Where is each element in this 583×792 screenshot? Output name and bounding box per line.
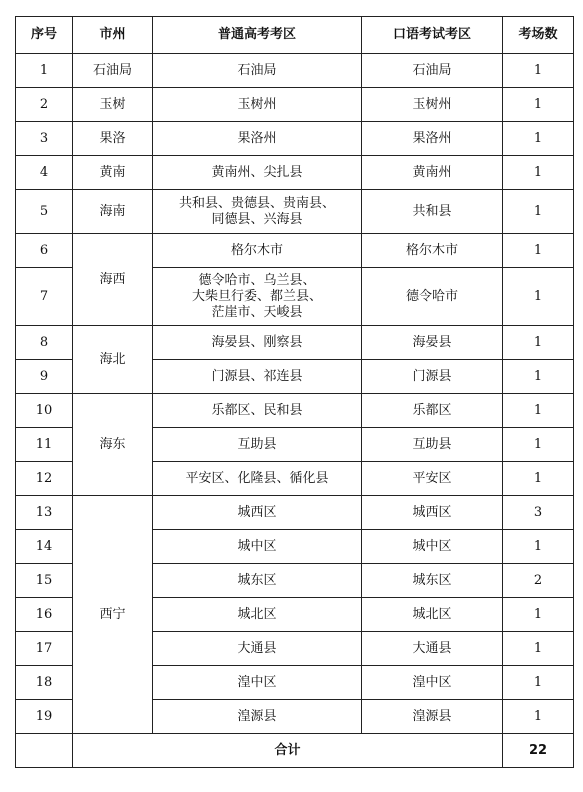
table-row [16, 156, 574, 190]
row-exam-area: 门源县、祁连县 [153, 360, 362, 394]
row-exam-area: 乐都区、民和县 [153, 394, 362, 428]
row-exam-area: 果洛州 [153, 122, 362, 156]
row-city: 石油局 [73, 54, 153, 88]
row-oral-area: 玉树州 [362, 88, 503, 122]
row-exam-area: 互助县 [153, 428, 362, 462]
row-oral-area: 海晏县 [362, 326, 503, 360]
row-oral-area: 平安区 [362, 462, 503, 496]
row-count: 3 [503, 496, 574, 530]
header-row [16, 17, 574, 54]
row-no: 14 [16, 530, 73, 564]
row-no: 9 [16, 360, 73, 394]
row-exam-area: 城北区 [153, 598, 362, 632]
total-label: 合计 [73, 734, 503, 768]
row-count: 1 [503, 326, 574, 360]
header-no: 序号 [16, 17, 73, 54]
total-blank [16, 734, 73, 768]
row-count: 1 [503, 54, 574, 88]
row-count: 1 [503, 666, 574, 700]
row-oral-area: 大通县 [362, 632, 503, 666]
row-exam-area: 城中区 [153, 530, 362, 564]
row-count: 1 [503, 360, 574, 394]
row-oral-area: 城北区 [362, 598, 503, 632]
row-exam-area: 格尔木市 [153, 234, 362, 268]
exam-site-table [15, 16, 574, 768]
row-exam-area: 城东区 [153, 564, 362, 598]
row-no: 8 [16, 326, 73, 360]
row-no: 16 [16, 598, 73, 632]
row-city: 海北 [73, 326, 153, 394]
row-exam-area: 石油局 [153, 54, 362, 88]
row-oral-area: 德令哈市 [362, 268, 503, 326]
row-oral-area: 城中区 [362, 530, 503, 564]
row-count: 1 [503, 632, 574, 666]
row-oral-area: 门源县 [362, 360, 503, 394]
header-exam-area: 普通高考考区 [153, 17, 362, 54]
row-oral-area: 石油局 [362, 54, 503, 88]
row-no: 7 [16, 268, 73, 326]
row-no: 19 [16, 700, 73, 734]
row-no: 18 [16, 666, 73, 700]
row-oral-area: 湟源县 [362, 700, 503, 734]
table-row [16, 190, 574, 234]
row-exam-area: 湟源县 [153, 700, 362, 734]
row-count: 1 [503, 428, 574, 462]
table-row [16, 234, 574, 268]
exam-area-line: 德令哈市、乌兰县、 [198, 272, 316, 288]
header-oral-area: 口语考试考区 [362, 17, 503, 54]
row-no: 15 [16, 564, 73, 598]
row-count: 2 [503, 564, 574, 598]
exam-area-line: 共和县、贵德县、贵南县、 [178, 195, 335, 211]
row-city: 果洛 [73, 122, 153, 156]
exam-area-line: 茫崖市、天峻县 [211, 304, 303, 320]
row-count: 1 [503, 156, 574, 190]
table-row [16, 122, 574, 156]
row-city: 海南 [73, 190, 153, 234]
table-row [16, 496, 574, 530]
row-exam-area: 黄南州、尖扎县 [153, 156, 362, 190]
row-oral-area: 格尔木市 [362, 234, 503, 268]
row-city: 西宁 [73, 496, 153, 734]
row-city: 黄南 [73, 156, 153, 190]
row-oral-area: 互助县 [362, 428, 503, 462]
row-oral-area: 城东区 [362, 564, 503, 598]
row-exam-area: 城西区 [153, 496, 362, 530]
row-count: 1 [503, 530, 574, 564]
row-count: 1 [503, 88, 574, 122]
row-city: 玉树 [73, 88, 153, 122]
table-row [16, 88, 574, 122]
row-oral-area: 黄南州 [362, 156, 503, 190]
row-no: 12 [16, 462, 73, 496]
row-oral-area: 城西区 [362, 496, 503, 530]
row-no: 6 [16, 234, 73, 268]
table-row [16, 394, 574, 428]
row-no: 3 [16, 122, 73, 156]
header-count: 考场数 [503, 17, 574, 54]
table-row [16, 54, 574, 88]
row-exam-area [153, 190, 362, 234]
row-count: 1 [503, 268, 574, 326]
row-exam-area [153, 268, 362, 326]
header-city: 市州 [73, 17, 153, 54]
row-no: 13 [16, 496, 73, 530]
row-oral-area: 共和县 [362, 190, 503, 234]
row-no: 10 [16, 394, 73, 428]
row-count: 1 [503, 394, 574, 428]
total-count: 22 [503, 734, 574, 768]
total-row [16, 734, 574, 768]
row-oral-area: 湟中区 [362, 666, 503, 700]
row-no: 2 [16, 88, 73, 122]
row-count: 1 [503, 598, 574, 632]
exam-area-line: 大柴旦行委、都兰县、 [191, 288, 322, 304]
row-exam-area: 平安区、化隆县、循化县 [153, 462, 362, 496]
table-row [16, 326, 574, 360]
row-count: 1 [503, 234, 574, 268]
row-exam-area: 湟中区 [153, 666, 362, 700]
row-city: 海东 [73, 394, 153, 496]
exam-area-line: 同德县、兴海县 [211, 211, 303, 227]
row-exam-area: 大通县 [153, 632, 362, 666]
row-no: 5 [16, 190, 73, 234]
row-oral-area: 乐都区 [362, 394, 503, 428]
row-count: 1 [503, 700, 574, 734]
row-no: 17 [16, 632, 73, 666]
row-no: 11 [16, 428, 73, 462]
row-count: 1 [503, 190, 574, 234]
row-city: 海西 [73, 234, 153, 326]
row-no: 1 [16, 54, 73, 88]
row-exam-area: 海晏县、刚察县 [153, 326, 362, 360]
row-exam-area: 玉树州 [153, 88, 362, 122]
row-no: 4 [16, 156, 73, 190]
row-count: 1 [503, 122, 574, 156]
row-count: 1 [503, 462, 574, 496]
row-oral-area: 果洛州 [362, 122, 503, 156]
